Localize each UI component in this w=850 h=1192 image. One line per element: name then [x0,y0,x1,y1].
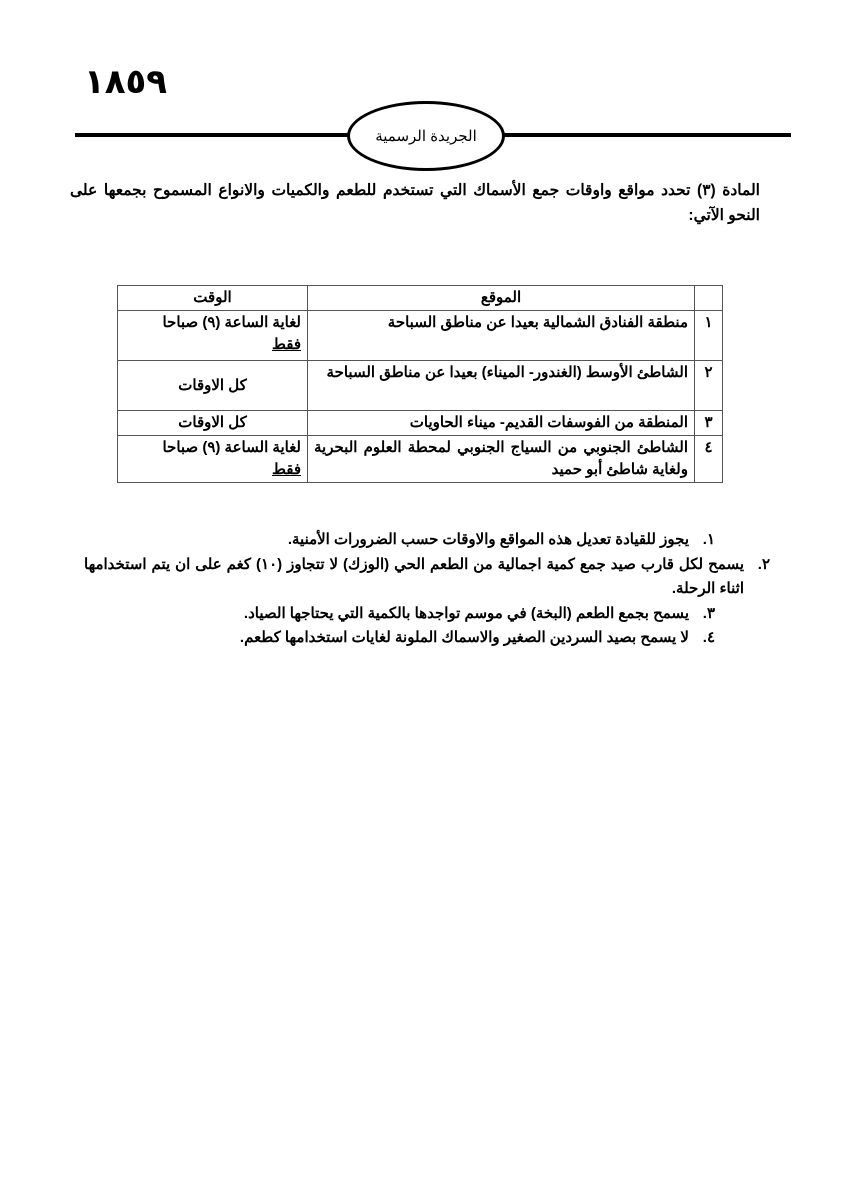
row-location: الشاطئ الجنوبي من السياج الجنوبي لمحطة العلوم البحرية ولغاية شاطئ أبو حميد [308,436,695,483]
table-row [118,361,723,411]
time-extra: فقط [272,336,301,353]
list-item-number: ٢. [757,555,770,573]
gazette-title: الجريدة الرسمية [375,128,477,145]
row-num: ٢ [695,361,723,411]
row-location: المنطقة من الفوسفات القديم- ميناء الحاويات [308,411,695,436]
table-row [118,411,723,436]
list-item-number: ٣. [702,604,715,622]
list-item [75,602,715,627]
row-time: كل الاوقات [118,411,308,436]
row-location: منطقة الفنادق الشمالية بعيدا عن مناطق السباحة [308,311,695,361]
row-time: كل الاوقات [118,361,308,411]
list-item-text: يجوز للقيادة تعديل هذه المواقع والاوقات حسب الضرورات الأمنية. [287,531,689,548]
table-row [118,311,723,361]
table-row [118,436,723,483]
header-num [695,286,723,311]
row-time [118,311,308,361]
list-item-text: يسمح بجمع الطعم (البخة) في موسم تواجدها بالكمية التي يحتاجها الصياد. [243,604,689,622]
article-text: المادة (٣) تحدد مواقع واوقات جمع الأسماك التي تستخدم للطعم والكميات والانواع المسموح بجمعها على النحو الآتي: [70,182,760,224]
page-number: ١٨٥٩ [84,62,168,102]
list-item-text: يسمح لكل قارب صيد جمع كمية اجمالية من الطعم الحي (الوزك) لا تتجاوز (١٠) كغم على ان يتم استخدامها اثناء الرحلة. [84,555,744,597]
header-location: الموقع [308,286,695,311]
row-time [118,436,308,483]
list-item-number: ٤. [702,629,715,646]
list-item-text: لا يسمح بصيد السردين الصغير والاسماك الملونة لغايات استخدامها كطعم. [239,629,689,646]
row-num: ٤ [695,436,723,483]
row-num: ٣ [695,411,723,436]
locations-table [117,285,723,483]
notes-list [75,528,770,651]
table-header-row [118,286,723,311]
gazette-title-emblem [347,101,505,171]
header-time: الوقت [118,286,308,311]
time-main: لغاية الساعة (٩) صباحا [162,314,301,331]
list-item-number: ١. [702,531,715,548]
time-main: لغاية الساعة (٩) صباحا [162,439,301,456]
list-item [75,626,715,651]
time-extra: فقط [272,461,301,478]
list-item [75,553,770,602]
row-location: الشاطئ الأوسط (الغندور- الميناء) بعيدا عن مناطق السباحة [308,361,695,411]
list-item [75,528,715,553]
row-num: ١ [695,311,723,361]
